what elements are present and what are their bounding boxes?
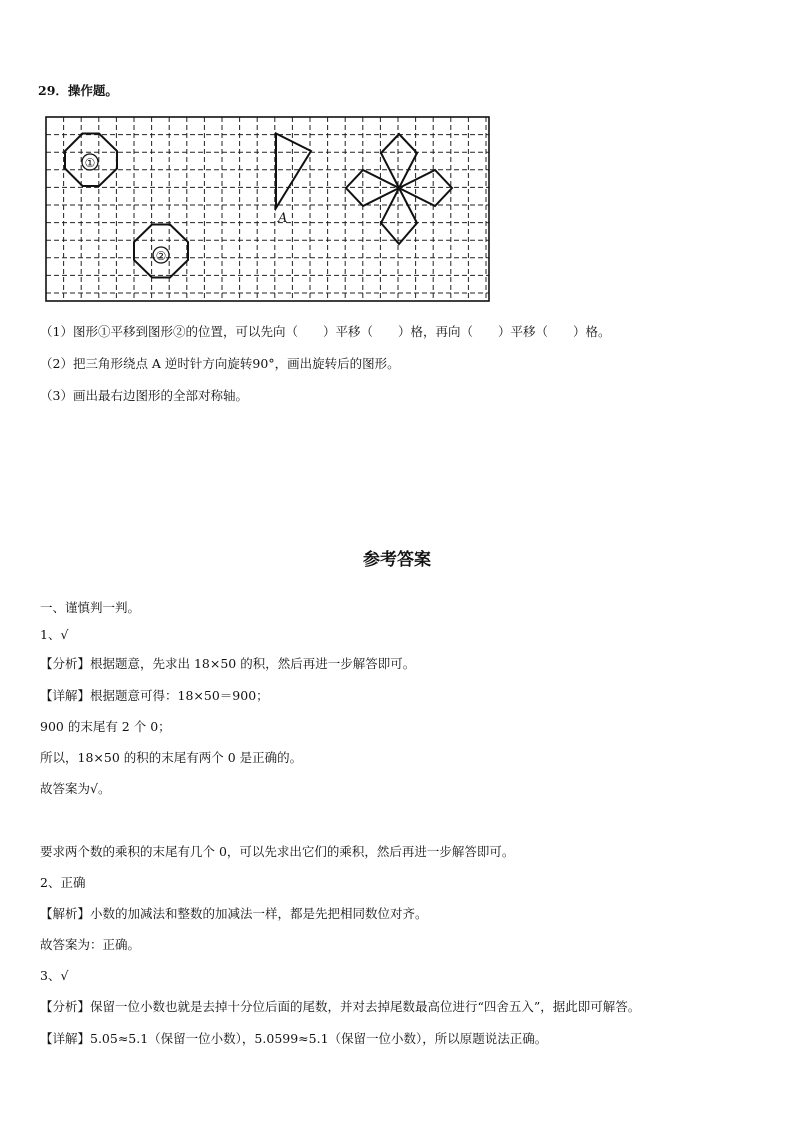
answer-line: 【详解】5.05≈5.1（保留一位小数），5.0599≈5.1（保留一位小数），所以原题说法正确。 [40, 1031, 548, 1046]
answer-line: 【分析】根据题意，先求出 18×50 的积，然后再进一步解答即可。 [40, 656, 416, 671]
answer-line: 【详解】根据题意可得：18×50＝900； [40, 688, 269, 703]
question-part-3: （3）画出最右边图形的全部对称轴。 [40, 388, 248, 403]
answers-section-heading: 一、谨慎判一判。 [40, 600, 141, 615]
answer-line: 900 的末尾有 2 个 0； [40, 719, 171, 734]
answer-line: 要求两个数的乘积的末尾有几个 0，可以先求出它们的乘积，然后再进一步解答即可。 [40, 844, 515, 859]
answer-line: 3、√ [40, 968, 69, 983]
answer-line: 【解析】小数的加减法和整数的加减法一样，都是先把相同数位对齐。 [40, 906, 428, 921]
label-a: A [278, 211, 288, 226]
label-2: ② [155, 249, 167, 263]
answer-line: 1、√ [40, 627, 69, 642]
grid-border [46, 117, 489, 301]
answer-line: 【分析】保留一位小数也就是去掉十分位后面的尾数，并对去掉尾数最高位进行“四舍五入”，据此即可解答。 [40, 999, 641, 1014]
answer-line: 所以，18×50 的积的末尾有两个 0 是正确的。 [40, 750, 303, 765]
answer-line: 2、正确 [40, 875, 86, 890]
grid-figure [45, 116, 490, 302]
answer-line: 故答案为√。 [40, 781, 111, 796]
answer-line: 故答案为：正确。 [40, 937, 141, 952]
grid-lines [46, 117, 489, 301]
question-29-title: 29．操作题。 [38, 83, 118, 98]
triangle-shape [276, 134, 311, 209]
question-part-1: （1）图形①平移到图形②的位置，可以先向（ ）平移（ ）格，再向（ ）平移（ ）格。 [40, 324, 611, 339]
answers-title: 参考答案 [363, 550, 431, 570]
label-1: ① [84, 156, 96, 170]
flower-shape [346, 134, 452, 244]
question-part-2: （2）把三角形绕点 A 逆时针方向旋转90°，画出旋转后的图形。 [40, 356, 400, 371]
